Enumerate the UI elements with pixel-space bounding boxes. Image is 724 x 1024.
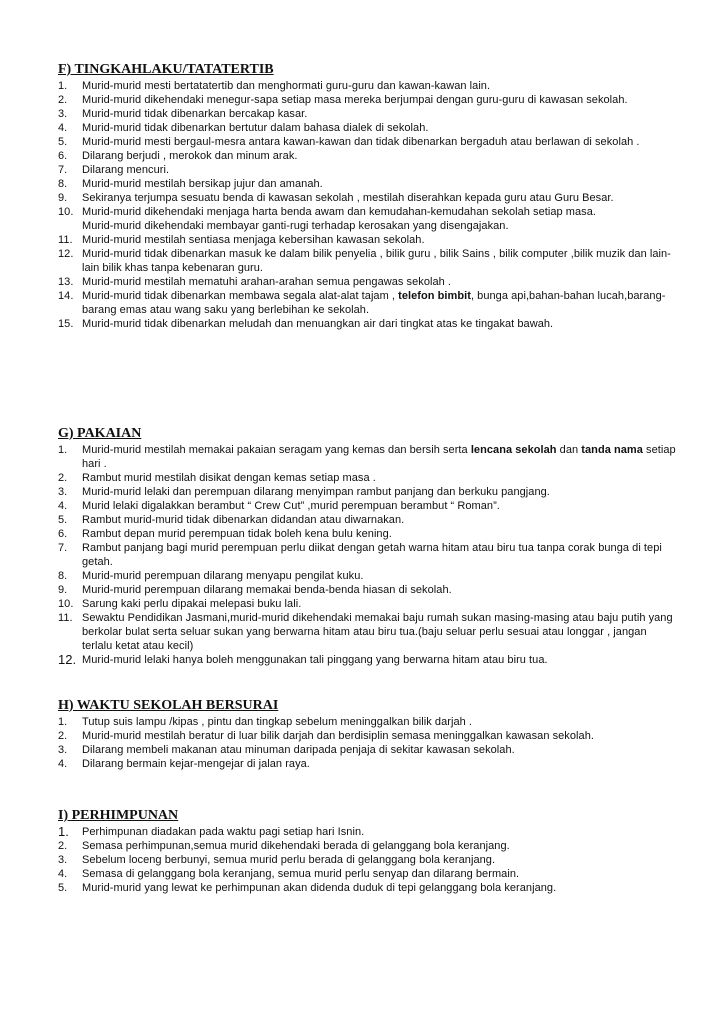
- rule-item: [58, 597, 680, 611]
- rule-item: [58, 513, 680, 527]
- rule-item: [58, 541, 680, 569]
- rule-item: [58, 825, 680, 839]
- rule-emphasis: tanda nama: [581, 444, 643, 456]
- rule-text: Dilarang membeli makanan atau minuman daripada penjaja di sekitar kawasan sekolah.: [82, 744, 515, 756]
- rule-number: 2.: [58, 472, 68, 484]
- rule-number: 4.: [58, 758, 68, 770]
- rule-number: 4.: [58, 122, 68, 134]
- section-heading: [58, 808, 680, 824]
- rule-item: [58, 653, 680, 667]
- rule-text: Murid-murid perempuan dilarang memakai benda-benda hiasan di sekolah.: [82, 584, 452, 596]
- rule-number: 6.: [58, 150, 68, 162]
- rule-text: Murid-murid tidak dibenarkan meludah dan menuangkan air dari tingkat atas ke tingakat bawah.: [82, 318, 554, 330]
- rule-item: [58, 443, 680, 471]
- rule-item: [58, 729, 680, 743]
- rule-number: 3.: [58, 854, 68, 866]
- section-heading-text: I) PERHIMPUNAN: [58, 808, 179, 823]
- rule-item: [58, 757, 680, 771]
- rule-number: 1.: [58, 716, 68, 728]
- rule-list: [58, 443, 680, 667]
- rule-item: [58, 205, 680, 233]
- section-heading-text: F) TINGKAHLAKU/TATATERTIB: [58, 62, 274, 77]
- rule-text: Murid-murid lelaki hanya boleh menggunakan tali pinggang yang berwarna hitam atau biru tua.: [82, 654, 548, 666]
- rule-text: Murid-murid lelaki dan perempuan dilarang menyimpan rambut panjang dan berkuku pangjang.: [82, 486, 550, 498]
- rule-item: [58, 317, 680, 331]
- rule-text: Murid-murid dikehendaki menjaga harta benda awam dan kemudahan-kemudahan sekolah setiap masa.: [82, 206, 597, 218]
- rule-text: Murid-murid mesti bergaul-mesra antara kawan-kawan dan tidak dibenarkan bergaduh atau berlawan di sekolah .: [82, 136, 640, 148]
- section-heading: [58, 426, 680, 442]
- rule-item: [58, 121, 680, 135]
- rule-text: Dilarang berjudi , merokok dan minum arak.: [82, 150, 298, 162]
- rule-text: , bunga api,bahan-bahan lucah,barang-barang emas atau wang saku yang berlebihan ke sekolah.: [82, 290, 666, 316]
- rule-emphasis: telefon bimbit: [398, 290, 471, 302]
- rule-item: [58, 289, 680, 317]
- rule-number: 3.: [58, 108, 68, 120]
- rule-text: Murid-murid mestilah memakai pakaian seragam yang kemas dan bersih serta: [82, 444, 471, 456]
- rule-number: 10.: [58, 206, 74, 218]
- rule-text: Dilarang mencuri.: [82, 164, 170, 176]
- rule-item: [58, 93, 680, 107]
- rule-number: 9.: [58, 584, 68, 596]
- rule-number: 9.: [58, 192, 68, 204]
- rule-number: 10.: [58, 598, 74, 610]
- rule-text: Murid-murid dikehendaki menegur-sapa setiap masa mereka berjumpai dengan guru-guru di kawasan sekolah.: [82, 94, 628, 106]
- rule-number: 3.: [58, 486, 68, 498]
- section-heading: [58, 62, 680, 78]
- rule-text: Murid-murid mestilah mematuhi arahan-arahan semua pengawas sekolah .: [82, 276, 452, 288]
- rule-item: [58, 149, 680, 163]
- rule-text: Murid-murid perempuan dilarang menyapu pengilat kuku.: [82, 570, 364, 582]
- rule-item: [58, 471, 680, 485]
- rule-item: [58, 177, 680, 191]
- rule-item: [58, 839, 680, 853]
- rule-number: 7.: [58, 542, 68, 554]
- rule-text: Murid-murid mestilah beratur di luar bilik darjah dan berdisiplin semasa meninggalkan kawasan sekolah.: [82, 730, 594, 742]
- section-heading-text: G) PAKAIAN: [58, 426, 142, 441]
- rule-item: [58, 79, 680, 93]
- rule-text: Rambut depan murid perempuan tidak boleh kena bulu kening.: [82, 528, 392, 540]
- rule-number: 1.: [58, 824, 69, 839]
- rule-number: 15.: [58, 318, 74, 330]
- rule-number: 2.: [58, 730, 68, 742]
- rule-text: Murid-murid tidak dibenarkan membawa segala alat-alat tajam ,: [82, 290, 399, 302]
- rule-number: 8.: [58, 570, 68, 582]
- rule-text: Sebelum loceng berbunyi, semua murid perlu berada di gelanggang bola keranjang.: [82, 854, 496, 866]
- section-tingkahlaku: [58, 62, 680, 331]
- rule-text: Murid-murid tidak dibenarkan bertutur dalam bahasa dialek di sekolah.: [82, 122, 429, 134]
- section-heading-text: H) WAKTU SEKOLAH BERSURAI: [58, 698, 279, 713]
- section-perhimpunan: [58, 808, 680, 895]
- rule-number: 4.: [58, 500, 68, 512]
- section-pakaian: [58, 426, 680, 667]
- rule-item: [58, 583, 680, 597]
- rule-item: [58, 485, 680, 499]
- rule-text: Murid-murid yang lewat ke perhimpunan akan didenda duduk di tepi gelanggang bola keranjang.: [82, 882, 557, 894]
- rule-text: Murid-murid mesti bertatatertib dan menghormati guru-guru dan kawan-kawan lain.: [82, 80, 491, 92]
- rule-emphasis: lencana sekolah: [470, 444, 557, 456]
- rule-item: [58, 569, 680, 583]
- rule-text: Sewaktu Pendidikan Jasmani,murid-murid dikehendaki memakai baju rumah sukan masing-masing atau baju putih yang berkolar bulat serta seluar sukan yang berwarna hitam atau biru tua.(baju seluar perlu sesuai atau longgar , jangan terlalu ketat atau kecil): [82, 612, 673, 652]
- rule-number: 11.: [58, 612, 73, 624]
- rule-number: 5.: [58, 514, 68, 526]
- rule-text: Murid-murid mestilah sentiasa menjaga kebersihan kawasan sekolah.: [82, 234, 425, 246]
- rule-text: Murid-murid tidak dibenarkan masuk ke dalam bilik penyelia , bilik guru , bilik Sains , bilik computer ,bilik muzik dan lain-lain bilik khas tanpa kebenaran guru.: [82, 248, 671, 274]
- rule-item: [58, 275, 680, 289]
- rule-number: 1.: [58, 444, 68, 456]
- rule-text: Murid-murid mestilah bersikap jujur dan amanah.: [82, 178, 323, 190]
- rule-text: Semasa perhimpunan,semua murid dikehendaki berada di gelanggang bola keranjang.: [82, 840, 510, 852]
- rule-text: Murid-murid tidak dibenarkan bercakap kasar.: [82, 108, 308, 120]
- rule-item: [58, 715, 680, 729]
- rule-text: Tutup suis lampu /kipas , pintu dan tingkap sebelum meninggalkan bilik darjah .: [82, 716, 472, 728]
- rule-item: [58, 247, 680, 275]
- rule-number: 5.: [58, 136, 68, 148]
- rule-text: Rambut murid mestilah disikat dengan kemas setiap masa .: [82, 472, 376, 484]
- rule-item: [58, 853, 680, 867]
- rule-item: [58, 191, 680, 205]
- rule-text: Dilarang bermain kejar-mengejar di jalan raya.: [82, 758, 310, 770]
- rule-text: Sarung kaki perlu dipakai melepasi buku lali.: [82, 598, 302, 610]
- rule-number: 4.: [58, 868, 68, 880]
- rule-text: Rambut murid-murid tidak dibenarkan didandan atau diwarnakan.: [82, 514, 405, 526]
- rule-text: setiap hari .: [82, 444, 676, 470]
- rule-item: [58, 881, 680, 895]
- rule-number: 14.: [58, 290, 74, 302]
- rule-number: 3.: [58, 744, 68, 756]
- rule-number: 5.: [58, 882, 68, 894]
- rule-list: [58, 79, 680, 331]
- rule-text: Perhimpunan diadakan pada waktu pagi setiap hari Isnin.: [82, 826, 365, 838]
- rule-text: dan: [556, 444, 582, 456]
- rule-item: [58, 611, 680, 653]
- rule-item: [58, 135, 680, 149]
- rule-number: 2.: [58, 94, 68, 106]
- section-waktu-sekolah-bersurai: [58, 698, 680, 771]
- rule-number: 8.: [58, 178, 68, 190]
- section-heading: [58, 698, 680, 714]
- rule-number: 2.: [58, 840, 68, 852]
- rule-item: [58, 743, 680, 757]
- rule-number: 1.: [58, 80, 68, 92]
- rule-number: 12.: [58, 652, 77, 667]
- rule-extra-text: Murid-murid dikehendaki membayar ganti-rugi terhadap kerosakan yang disengajakan.: [82, 220, 509, 232]
- rule-list: [58, 825, 680, 895]
- rule-list: [58, 715, 680, 771]
- rule-item: [58, 107, 680, 121]
- rule-item: [58, 867, 680, 881]
- rule-number: 11.: [58, 234, 73, 246]
- rule-item: [58, 527, 680, 541]
- rule-number: 12.: [58, 248, 74, 260]
- rule-number: 7.: [58, 164, 68, 176]
- rule-text: Rambut panjang bagi murid perempuan perlu diikat dengan getah warna hitam atau biru tua tanpa corak bunga di tepi getah.: [82, 542, 662, 568]
- rule-number: 13.: [58, 276, 74, 288]
- rule-text: Semasa di gelanggang bola keranjang, semua murid perlu senyap dan dilarang bermain.: [82, 868, 520, 880]
- rule-item: [58, 233, 680, 247]
- rule-text: Sekiranya terjumpa sesuatu benda di kawasan sekolah , mestilah diserahkan kepada guru atau Guru Besar.: [82, 192, 614, 204]
- rule-item: [58, 499, 680, 513]
- rule-number: 6.: [58, 528, 68, 540]
- rule-item: [58, 163, 680, 177]
- rule-text: Murid lelaki digalakkan berambut “ Crew Cut” ,murid perempuan berambut “ Roman”.: [82, 500, 500, 512]
